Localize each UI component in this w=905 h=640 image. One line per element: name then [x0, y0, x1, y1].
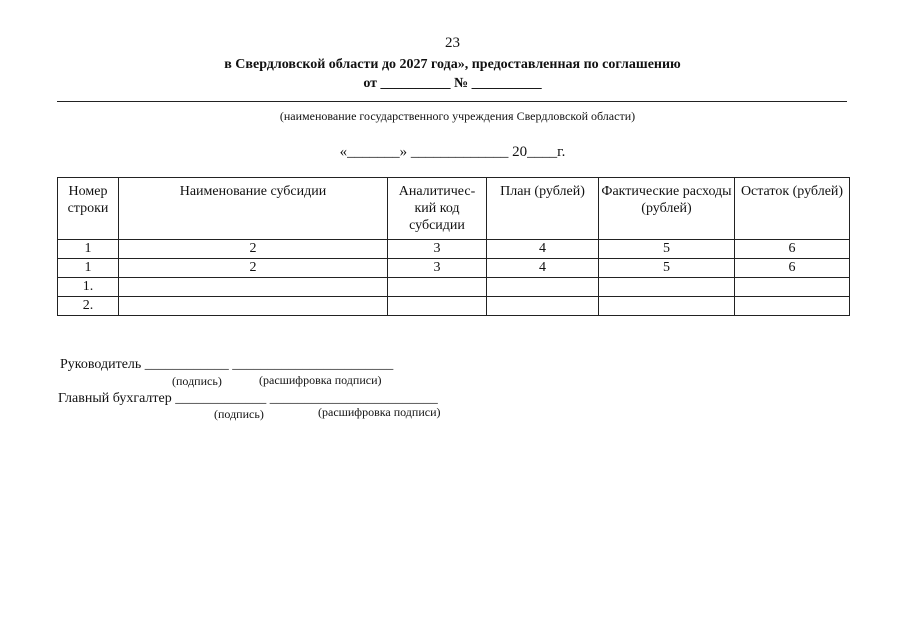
report-heading-line1: в Свердловской области до 2027 года», предоставленная по соглашению — [224, 57, 681, 72]
table-row — [58, 240, 850, 259]
institution-caption: (наименование государственного учреждения Свердловской области) — [279, 109, 636, 123]
col-header-subsidy-name: Наименование субсидии — [119, 178, 388, 240]
accountant-name-caption: (расшифровка подписи) — [318, 405, 441, 419]
table-cell: 3 — [388, 259, 487, 278]
table-cell — [599, 278, 735, 297]
director-signature-line: Руководитель ____________ _______________________ — [60, 357, 394, 372]
table-cell: 2 — [119, 259, 388, 278]
agreement-reference-line: от __________ № __________ — [363, 76, 542, 91]
table-row — [58, 259, 850, 278]
accountant-signature-line: Главный бухгалтер _____________ ________________________ — [58, 391, 438, 406]
col-header-plan: План (рублей) — [487, 178, 599, 240]
table-cell: 1. — [58, 278, 119, 297]
table-cell — [119, 278, 388, 297]
table-cell — [487, 297, 599, 316]
col-header-row-number: Номер строки — [58, 178, 119, 240]
table-cell: 1 — [58, 240, 119, 259]
table-cell — [599, 297, 735, 316]
table-cell: 3 — [388, 240, 487, 259]
table-cell — [388, 297, 487, 316]
report-date-line: «_______» _____________ 20____г. — [339, 144, 566, 160]
accountant-sign-caption: (подпись) — [214, 407, 264, 421]
director-sign-caption: (подпись) — [172, 374, 222, 388]
table-cell: 6 — [735, 259, 850, 278]
col-header-analytic-code: Аналитичес-кий код субсидии — [388, 178, 487, 240]
table-cell: 4 — [487, 240, 599, 259]
table-cell: 5 — [599, 240, 735, 259]
table-cell: 6 — [735, 240, 850, 259]
table-cell — [119, 297, 388, 316]
subsidy-table — [57, 177, 850, 316]
table-cell — [735, 278, 850, 297]
table-row — [58, 297, 850, 316]
table-cell — [388, 278, 487, 297]
institution-name-line — [57, 101, 847, 102]
table-cell: 1 — [58, 259, 119, 278]
table-cell: 2. — [58, 297, 119, 316]
col-header-actual-expenses: Фактические расходы (рублей) — [599, 178, 735, 240]
director-name-caption: (расшифровка подписи) — [259, 373, 382, 387]
table-cell: 4 — [487, 259, 599, 278]
table-cell: 5 — [599, 259, 735, 278]
table-cell — [487, 278, 599, 297]
table-header-row — [58, 178, 850, 240]
col-header-balance: Остаток (рублей) — [735, 178, 850, 240]
page-number: 23 — [445, 35, 460, 51]
table-cell: 2 — [119, 240, 388, 259]
table-cell — [735, 297, 850, 316]
table-row — [58, 278, 850, 297]
